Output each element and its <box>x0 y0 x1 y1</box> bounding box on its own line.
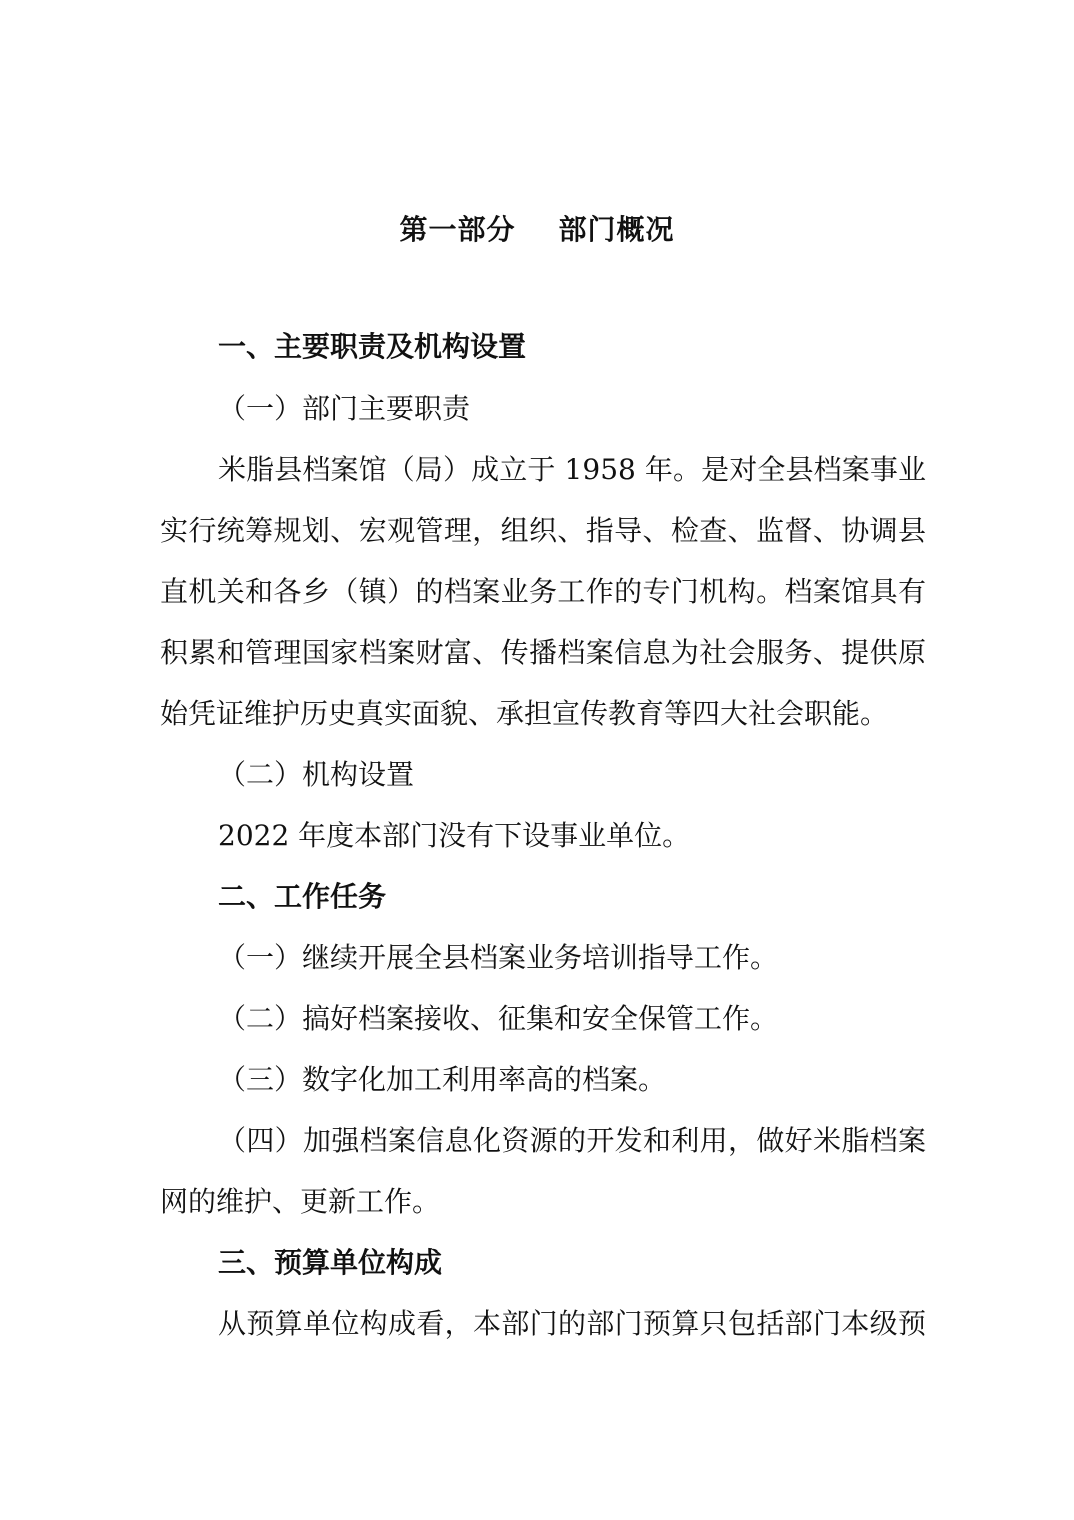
section-heading-duties: 一、主要职责及机构设置 <box>218 330 527 363</box>
task-item: （三）数字化加工利用率高的档案。 <box>218 1063 667 1096</box>
subheading-main-duties: （一）部门主要职责 <box>218 392 471 425</box>
paragraph-line: 从预算单位构成看，本部门的部门预算只包括部门本级预 <box>218 1307 926 1340</box>
section-heading-budget-units: 三、预算单位构成 <box>218 1246 443 1279</box>
section-heading-tasks: 二、工作任务 <box>218 880 387 913</box>
paragraph-line: 积累和管理国家档案财富、传播档案信息为社会服务、提供原 <box>160 636 926 669</box>
task-item-continuation: 网的维护、更新工作。 <box>160 1185 441 1218</box>
task-item: （一）继续开展全县档案业务培训指导工作。 <box>218 941 779 974</box>
page-title: 第一部分 部门概况 <box>399 213 675 246</box>
paragraph-line: 实行统筹规划、宏观管理，组织、指导、检查、监督、协调县 <box>160 514 926 547</box>
task-item: （四）加强档案信息化资源的开发和利用，做好米脂档案 <box>218 1124 926 1157</box>
paragraph-line: 直机关和各乡（镇）的档案业务工作的专门机构。档案馆具有 <box>160 575 926 608</box>
subheading-org-structure: （二）机构设置 <box>218 758 415 791</box>
paragraph-line: 2022 年度本部门没有下设事业单位。 <box>218 819 691 852</box>
paragraph-line: 米脂县档案馆（局）成立于 1958 年。是对全县档案事业 <box>218 453 926 486</box>
paragraph-line: 始凭证维护历史真实面貌、承担宣传教育等四大社会职能。 <box>160 697 889 730</box>
task-item: （二）搞好档案接收、征集和安全保管工作。 <box>218 1002 779 1035</box>
